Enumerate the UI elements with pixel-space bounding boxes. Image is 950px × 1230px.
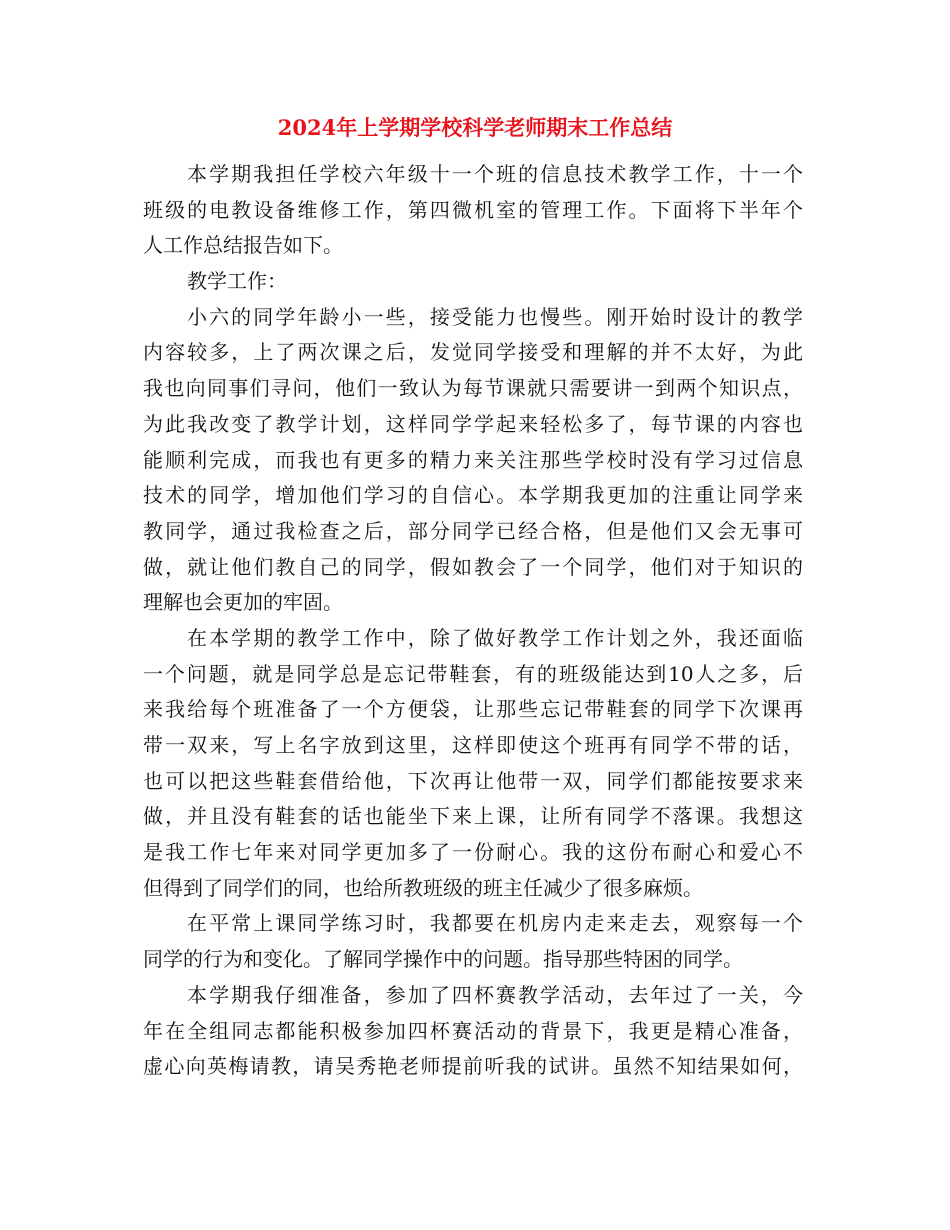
paragraph-line: 在本学期的教学工作中，除了做好教学工作计划之外，我还面临: [187, 625, 803, 650]
paragraph-line: 班级的电教设备维修工作，第四微机室的管理工作。下面将下半年个: [143, 197, 803, 222]
paragraph-line: 我也向同事们寻问，他们一致认为每节课就只需要讲一到两个知识点，: [143, 376, 803, 401]
paragraph-line: 做，并且没有鞋套的话也能坐下来上课，让所有同学不落课。我想这: [143, 804, 803, 829]
paragraph-line: 年在全组同志都能积极参加四杯赛活动的背景下，我更是精心准备，: [143, 1018, 803, 1043]
paragraph-line: 为此我改变了教学计划，这样同学学起来轻松多了，每节课的内容也: [143, 411, 803, 436]
paragraph-line: 小六的同学年龄小一些，接受能力也慢些。刚开始时设计的教学: [187, 304, 803, 329]
paragraph-line: 同学的行为和变化。了解同学操作中的问题。指导那些特困的同学。: [143, 947, 743, 972]
paragraph-line: 一个问题，就是同学总是忘记带鞋套，有的班级能达到10人之多，后: [143, 661, 803, 686]
paragraph-line: 能顺利完成，而我也有更多的精力来关注那些学校时没有学习过信息: [143, 447, 803, 472]
paragraph-line: 理解也会更加的牢固。: [143, 590, 343, 615]
paragraph-line: 虚心向英梅请教，请吴秀艳老师提前听我的试讲。虽然不知结果如何，: [143, 1054, 803, 1079]
paragraph-line: 教同学，通过我检查之后，部分同学已经合格，但是他们又会无事可: [143, 518, 803, 543]
paragraph-line: 人工作总结报告如下。: [143, 233, 343, 258]
paragraph-line: 本学期我仔细准备，参加了四杯赛教学活动，去年过了一关，今: [187, 982, 803, 1007]
paragraph-line: 做，就让他们教自己的同学，假如教会了一个同学，他们对于知识的: [143, 554, 803, 579]
paragraph-line: 本学期我担任学校六年级十一个班的信息技术教学工作，十一个: [187, 162, 803, 186]
paragraph-line: 内容较多，上了两次课之后，发觉同学接受和理解的并不太好，为此: [143, 340, 803, 365]
paragraph-line: 是我工作七年来对同学更加多了一份耐心。我的这份布耐心和爱心不: [143, 840, 803, 865]
section-heading: 教学工作：: [187, 269, 287, 294]
paragraph-line: 来我给每个班准备了一个方便袋，让那些忘记带鞋套的同学下次课再: [143, 697, 803, 722]
paragraph-line: 但得到了同学们的同，也给所教班级的班主任减少了很多麻烦。: [143, 875, 703, 900]
paragraph-line: 在平常上课同学练习时，我都要在机房内走来走去，观察每一个: [187, 911, 803, 936]
paragraph-line: 也可以把这些鞋套借给他，下次再让他带一双，同学们都能按要求来: [143, 768, 803, 793]
document-title: 2024年上学期学校科学老师期末工作总结: [277, 115, 673, 140]
paragraph-line: 带一双来，写上名字放到这里，这样即使这个班再有同学不带的话，: [143, 733, 803, 757]
document-body: [143, 157, 803, 1085]
paragraph-line: 技术的同学，增加他们学习的自信心。本学期我更加的注重让同学来: [143, 483, 803, 508]
